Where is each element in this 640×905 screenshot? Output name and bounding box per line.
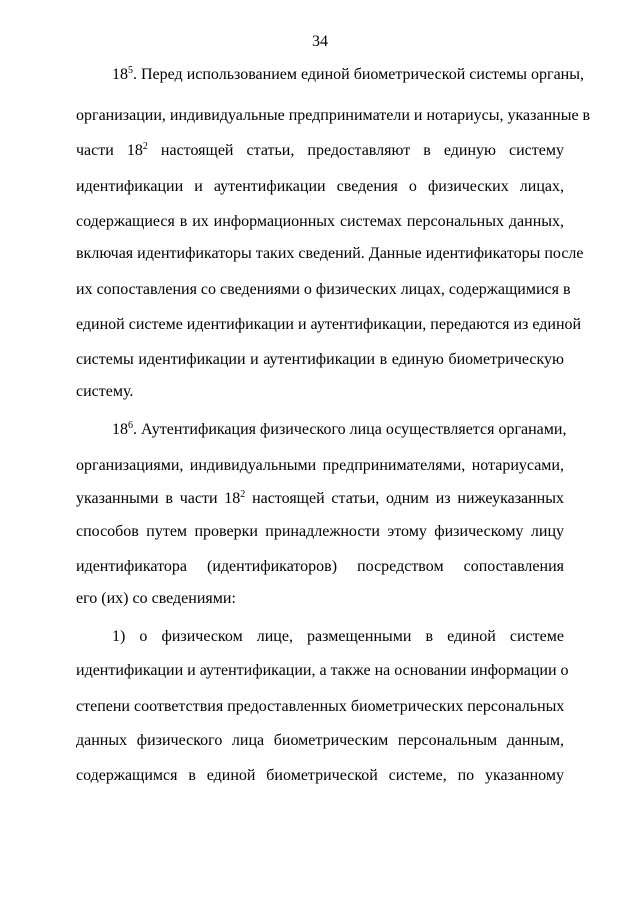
- page-number: 34: [312, 33, 328, 50]
- paragraph-18-5-line-8: единой системе идентификации и аутентификации, передаются из единой: [76, 316, 582, 333]
- paragraph-18-5-line-5: содержащиеся в их информационных системах персональных данных,: [76, 213, 564, 230]
- paragraph-18-5-line-2: организации, индивидуальные предприниматели и нотариусы, указанные в: [76, 107, 591, 124]
- article-reference-sup: 2: [240, 489, 246, 500]
- item-1-line-3: степени соответствия предоставленных биометрических персональных: [76, 698, 565, 715]
- paragraph-marker: 18: [112, 421, 128, 438]
- paragraph-marker: 18: [112, 66, 128, 83]
- article-reference: 18: [126, 142, 143, 159]
- item-1-line-2: идентификации и аутентификации, а также на основании информации о: [76, 662, 569, 679]
- paragraph-18-5-line-9: системы идентификации и аутентификации в единую биометрическую: [76, 351, 564, 368]
- paragraph-18-5-line-6: включая идентификаторы таких сведений. Данные идентификаторы после: [76, 245, 584, 262]
- paragraph-18-5-line-3: [76, 141, 564, 161]
- line-text: указанными в части: [76, 490, 225, 507]
- paragraph-18-6-line-3: [76, 489, 564, 509]
- paragraph-18-6-line-6: его (их) со сведениями:: [76, 590, 236, 607]
- line-text: . Перед использованием единой биометрической системы органы,: [133, 66, 584, 83]
- line-text: настоящей статьи, предоставляют в единую систему: [147, 142, 564, 159]
- item-1-line-4: данных физического лица биометрическим персональным данным,: [76, 732, 564, 749]
- paragraph-18-5-line-7: их сопоставления со сведениями о физических лицах, содержащимися в: [76, 281, 571, 298]
- paragraph-18-5-line-10: систему.: [76, 383, 134, 400]
- paragraph-18-5-line-1: [112, 65, 584, 85]
- paragraph-18-6-line-1: [112, 420, 567, 440]
- paragraph-marker-sup: 6: [128, 420, 133, 431]
- line-text: настоящей статьи, одним из нижеуказанных: [245, 490, 564, 507]
- line-text: . Аутентификация физического лица осуществляется органами,: [133, 421, 567, 438]
- paragraph-18-6-line-5: идентификатора (идентификаторов) посредством сопоставления: [76, 558, 564, 575]
- article-reference: 18: [224, 490, 241, 507]
- line-text: части: [76, 142, 127, 159]
- paragraph-18-6-line-2: организациями, индивидуальными предпринимателями, нотариусами,: [76, 457, 564, 474]
- item-1-line-5: содержащимся в единой биометрической системе, по указанному: [76, 767, 564, 784]
- paragraph-18-6-line-4: способов путем проверки принадлежности этому физическому лицу: [76, 523, 564, 540]
- article-reference-sup: 2: [142, 141, 148, 152]
- paragraph-marker-sup: 5: [128, 65, 133, 76]
- item-1-line-1: 1) о физическом лице, размещенными в единой системе: [112, 628, 564, 645]
- paragraph-18-5-line-4: идентификации и аутентификации сведения о физических лицах,: [76, 178, 564, 195]
